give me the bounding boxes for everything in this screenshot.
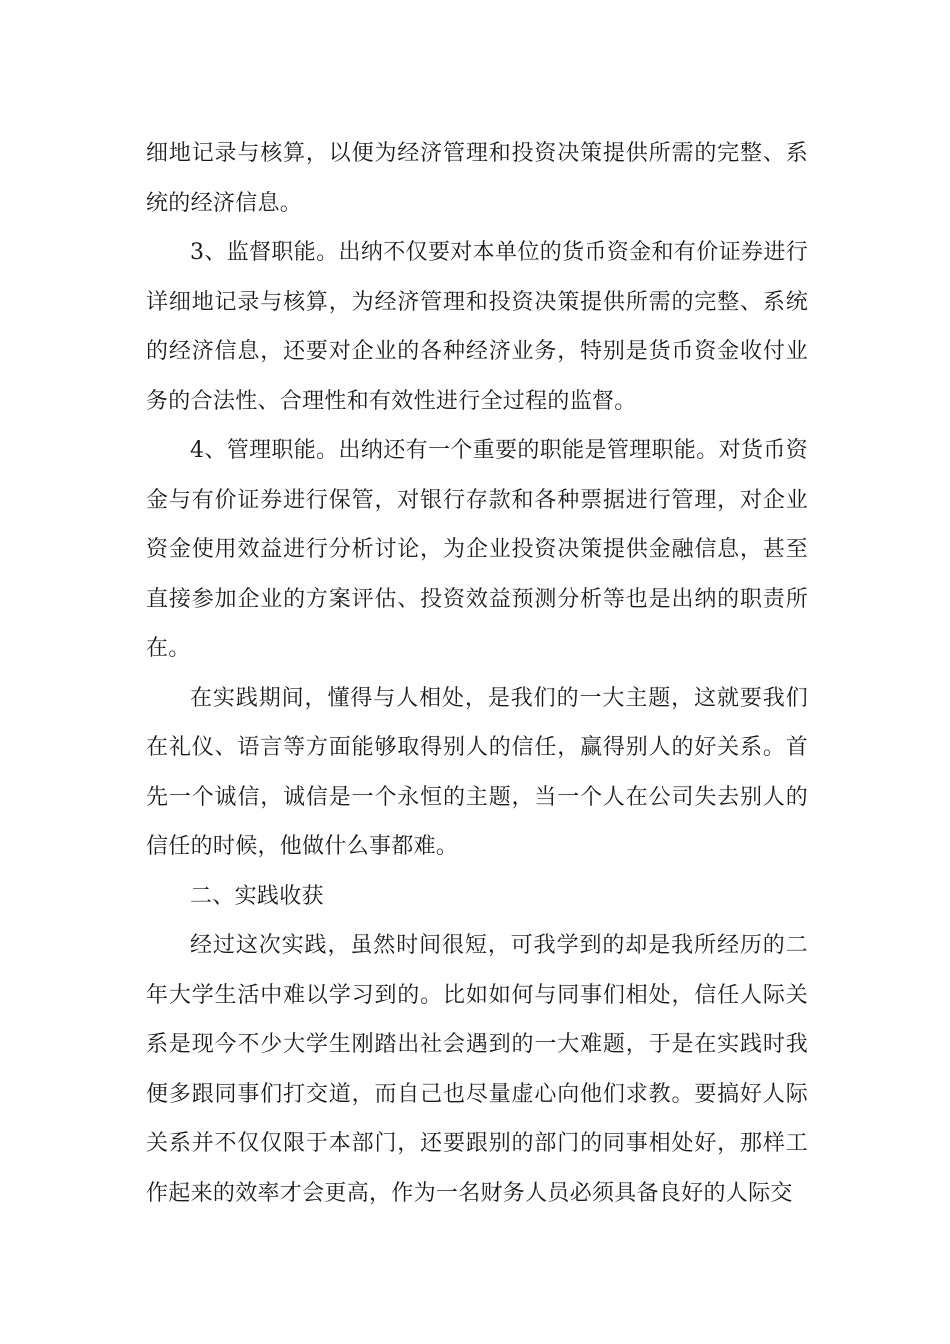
paragraph-management-function: 4、管理职能。出纳还有一个重要的职能是管理职能。对货币资金与有价证券进行保管，对银行存款和各种票据进行管理，对企业资金使用效益进行分析讨论，为企业投资决策提供金融信息，甚至直接参加企业的方案评估、投资效益预测分析等也是出纳的职责所在。: [146, 438, 808, 661]
section-heading-practice-gains: 二、实践收获: [190, 883, 324, 909]
paragraph-continued: 细地记录与核算，以便为经济管理和投资决策提供所需的完整、系统的经济信息。: [146, 141, 808, 216]
document-body: [146, 129, 808, 1218]
paragraph-supervision-function: 3、监督职能。出纳不仅要对本单位的货币资金和有价证券进行详细地记录与核算，为经济管理和投资决策提供所需的完整、系统的经济信息，还要对企业的各种经济业务，特别是货币资金收付业务的合法性、合理性和有效性进行全过程的监督。: [146, 240, 808, 414]
paragraph-practice-gains: 经过这次实践，虽然时间很短，可我学到的却是我所经历的二年大学生活中难以学习到的。比如如何与同事们相处，信任人际关系是现今不少大学生刚踏出社会遇到的一大难题，于是在实践时我便多跟同事们打交道，而自己也尽量虚心向他们求教。要搞好人际关系并不仅仅限于本部门，还要跟别的部门的同事相处好，那样工作起来的效率才会更高，作为一名财务人员必须具备良好的人际交: [146, 933, 808, 1206]
paragraph-interpersonal: 在实践期间，懂得与人相处，是我们的一大主题，这就要我们在礼仪、语言等方面能够取得别人的信任，赢得别人的好关系。首先一个诚信，诚信是一个永恒的主题，当一个人在公司失去别人的信任的时候，他做什么事都难。: [146, 685, 808, 859]
